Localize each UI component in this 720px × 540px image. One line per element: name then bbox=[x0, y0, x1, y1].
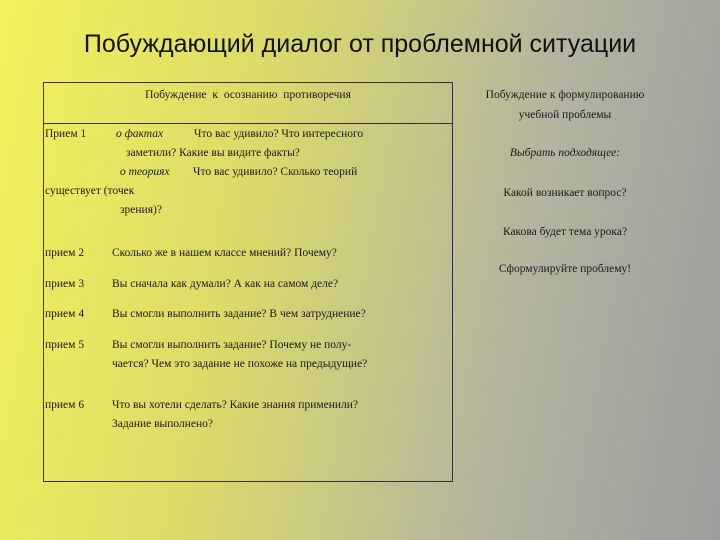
priem1-theories-text-2: существует (точек bbox=[45, 185, 135, 197]
priem1-theories-text-1: Что вас удивило? Сколько теорий bbox=[193, 166, 358, 178]
right-column-header-line1: Побуждение к формулированию bbox=[485, 89, 645, 101]
priem1-label: Прием 1 bbox=[45, 128, 87, 140]
priem-text-line1: Сколько же в нашем классе мнений? Почему? bbox=[112, 247, 337, 259]
priem-text-line1: Вы сначала как думали? А как на самом деле? bbox=[112, 278, 339, 290]
right-question-1: Какой возникает вопрос? bbox=[503, 187, 627, 199]
priem1-facts-text-1: Что вас удивило? Что интересного bbox=[194, 128, 364, 140]
priem-label: прием 5 bbox=[45, 339, 85, 351]
priem-text-line2: чается? Чем это задание не похоже на предыдущие? bbox=[112, 358, 368, 370]
left-column-header: Побуждение к осознанию противоречия bbox=[145, 89, 351, 101]
priem-label: прием 2 bbox=[45, 247, 85, 259]
priem1-theories-label: о теориях bbox=[120, 166, 170, 178]
priem-text-line1: Вы смогли выполнить задание? Почему не полу- bbox=[112, 339, 352, 351]
right-column-header-line2: учебной проблемы bbox=[518, 109, 612, 121]
right-choose: Выбрать подходящее: bbox=[509, 147, 621, 159]
right-question-2: Какова будет тема урока? bbox=[502, 226, 628, 238]
priem1-facts-text-2: заметили? Какие вы видите факты? bbox=[126, 147, 300, 159]
priem-text-line2: Задание выполнено? bbox=[112, 418, 214, 430]
priem-label: прием 3 bbox=[45, 278, 85, 290]
header-divider bbox=[43, 123, 453, 124]
priem-text-line1: Вы смогли выполнить задание? В чем затруднение? bbox=[112, 308, 366, 320]
priem1-facts-label: о фактах bbox=[116, 128, 164, 140]
priem-label: прием 4 bbox=[45, 308, 85, 320]
priem1-theories-text-3: зрения)? bbox=[120, 204, 162, 216]
slide-title: Побуждающий диалог от проблемной ситуации bbox=[83, 30, 637, 58]
right-question-3: Сформулируйте проблему! bbox=[498, 263, 632, 275]
priem-text-line1: Что вы хотели сделать? Какие знания применили? bbox=[112, 399, 359, 411]
priem-label: прием 6 bbox=[45, 399, 85, 411]
